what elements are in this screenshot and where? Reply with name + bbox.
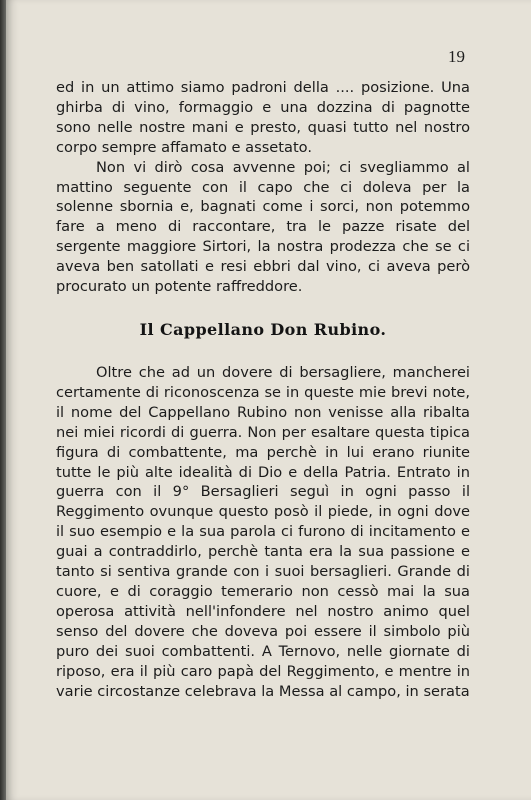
section-2-text: [56, 363, 470, 701]
page-number: 19: [448, 47, 465, 66]
book-page: [6, 0, 531, 800]
paragraph: ed in un attimo siamo padroni della .... posizione. Una ghirba di vino, formaggio e una dozzina di pagnotte sono nelle nostre mani e presto, quasi tutto nel nostro corpo sempre affamato e assetato.: [56, 79, 470, 156]
paragraph: Oltre che ad un dovere di bersagliere, mancherei certamente di riconoscenza se in queste mie brevi note, il nome del Cappellano Rubino non venisse alla ribalta nei miei ricordi di guerra. Non per esaltare questa tipica figura di combattente, ma perchè in lui erano riunite tutte le più alte idealità di Dio e della Patria. Entrato in guerra con il 9° Bersaglieri seguì in ogni passo il Reggimento ovunque questo posò il piede, in ogni dove il suo esempio e la sua parola ci furono di incitamento e guai a contraddirlo, perchè tanta era la sua passione e tanto si sentiva grande con i suoi bersaglieri. Grande di cuore, e di coraggio temerario non cessò mai la sua operosa attività nell'infondere nel nostro animo quel senso del dovere che doveva poi essere il simbolo più puro dei suoi combattenti. A Ternovo, nelle giornate di riposo, era il più caro papà del Reggimento, e mentre in varie circostanze celebrava la Messa al campo, in serata: [56, 364, 470, 700]
section-1-text: [56, 78, 470, 297]
paragraph: Non vi dirò cosa avvenne poi; ci svegliammo al mattino seguente con il capo che ci doleva per la solenne sbornia e, bagnati come i sorci, non potemmo fare a meno di raccontare, tra le pazze risate del sergente maggiore Sirtori, la nostra prodezza che se ci aveva ben satollati e resi ebbri dal vino, ci aveva però procurato un potente raffreddore.: [56, 158, 470, 296]
chapter-heading: Il Cappellano Don Rubino.: [139, 320, 387, 339]
